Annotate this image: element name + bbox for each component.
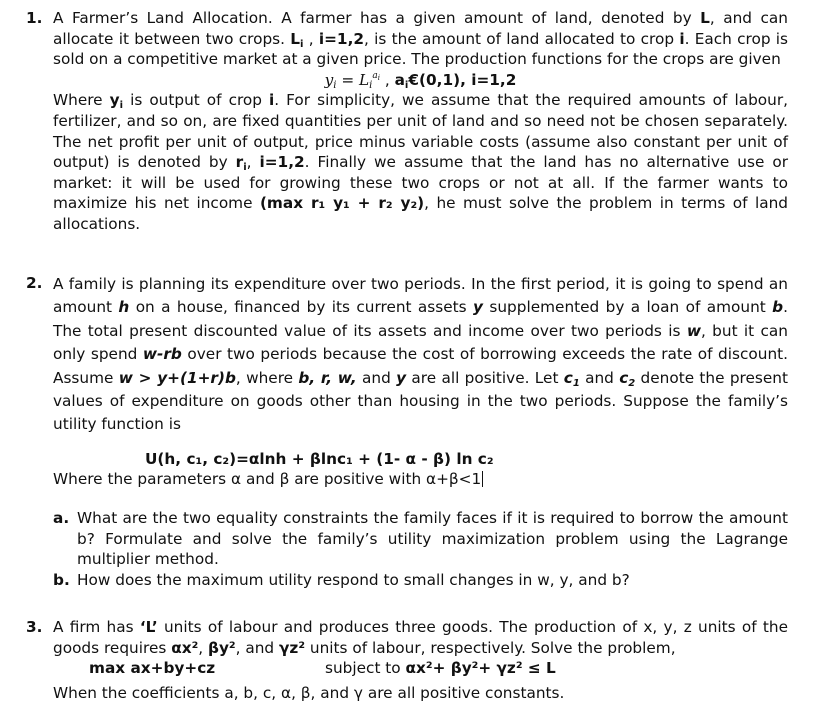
text: A farmer has a given amount of land, denoted by <box>272 9 701 27</box>
parameter-condition: Where the parameters α and β are positive with α+β<1 <box>53 470 482 489</box>
utility-function: U(h, c₁, c₂)=αlnh + βlnc₁ + (1- α - β) ln c₂ <box>145 449 494 468</box>
problem-2-body <box>53 273 788 590</box>
optimization-problem <box>53 658 788 679</box>
var-i: i <box>679 29 685 48</box>
objective-function: (max r₁ y₁ + r₂ y₂) <box>259 194 425 213</box>
constraint: subject to αx²+ βy²+ γz² ≤ L <box>325 659 556 678</box>
problem-1 <box>26 8 788 235</box>
problem-3-intro: A firm has ‘L’ units of labour and produces three goods. The production of x, y, z units of the goods requires αx², βy², and γz² units of labour, respectively. Solve the problem, <box>53 618 788 657</box>
problem-1-title: A Farmer’s Land Allocation. <box>53 9 273 27</box>
problem-2-intro: A family is planning its expenditure over two periods. In the first period, it is going to spend an amount h on a house, financed by its current assets y supplemented by a loan of amount b. The total present discounted value of its assets and income over two periods is w, but it can only spend w-rb over two periods because the cost of borrowing exceeds the rate of discount. Assume w > y+(1+r)b, where b, r, w, and y are all positive. Let $c_1$ and $c_2$ denote the present values of expenditure on goods other than housing in the two periods. Suppose the family’s utility function is <box>53 275 788 434</box>
problem-3-body <box>53 617 788 704</box>
index-range: i=1,2 <box>318 29 365 48</box>
problem-2 <box>26 273 788 590</box>
production-function-formula: $y_i = L_i^{a_i}$ , $a_i€(0,1)$, i=1,2 <box>324 70 517 91</box>
part-b-label: b. <box>53 570 70 589</box>
problem-3-number: 3. <box>26 618 43 636</box>
problem-1-intro <box>53 8 788 70</box>
text-cursor <box>482 471 483 487</box>
text: , <box>303 29 319 48</box>
problem-3-closing: When the coefficients a, b, c, α, β, and γ are all positive constants. <box>53 684 565 703</box>
problem-3 <box>26 617 788 704</box>
part-a <box>53 508 788 570</box>
part-a-label: a. <box>53 509 70 528</box>
text: . Each crop is sold on a competitive market at a given price. The production functions for the crops are given <box>53 29 789 69</box>
problem-1-assumptions: Where $y_i$ is output of crop i. For simplicity, we assume that the required amounts of labour, fertilizer, and so on, are fixed quantities per unit of land and so need not be chosen separately. The net profit per unit of output, price minus variable costs (assume also constant per unit of output) is denoted by $r_i$, i=1,2. Finally we assume that the land has no alternative use or market: it will be used for growing these two crops or not at all. If the farmer wants to maximize his net income (max r₁ y₁ + r₂ y₂), he must solve the problem in terms of land allocations. <box>53 91 788 233</box>
problem-2-number: 2. <box>26 274 43 292</box>
part-a-text: What are the two equality constraints the family faces if it is required to borrow the amount b? Formulate and solve the family’s utility maximization problem using the Lagrange multiplier method. <box>77 509 788 569</box>
objective: max ax+by+cz <box>89 659 216 678</box>
part-b <box>53 570 788 591</box>
text: , and can allocate it between two crops. <box>53 9 788 48</box>
problem-1-number: 1. <box>26 9 43 27</box>
var-L: L <box>700 9 710 27</box>
var-Li: $L_i$ <box>290 29 304 50</box>
problem-1-body <box>53 8 788 235</box>
text: , is the amount of land allocated to crop <box>364 29 680 48</box>
part-b-text: How does the maximum utility respond to small changes in w, y, and b? <box>77 570 630 589</box>
